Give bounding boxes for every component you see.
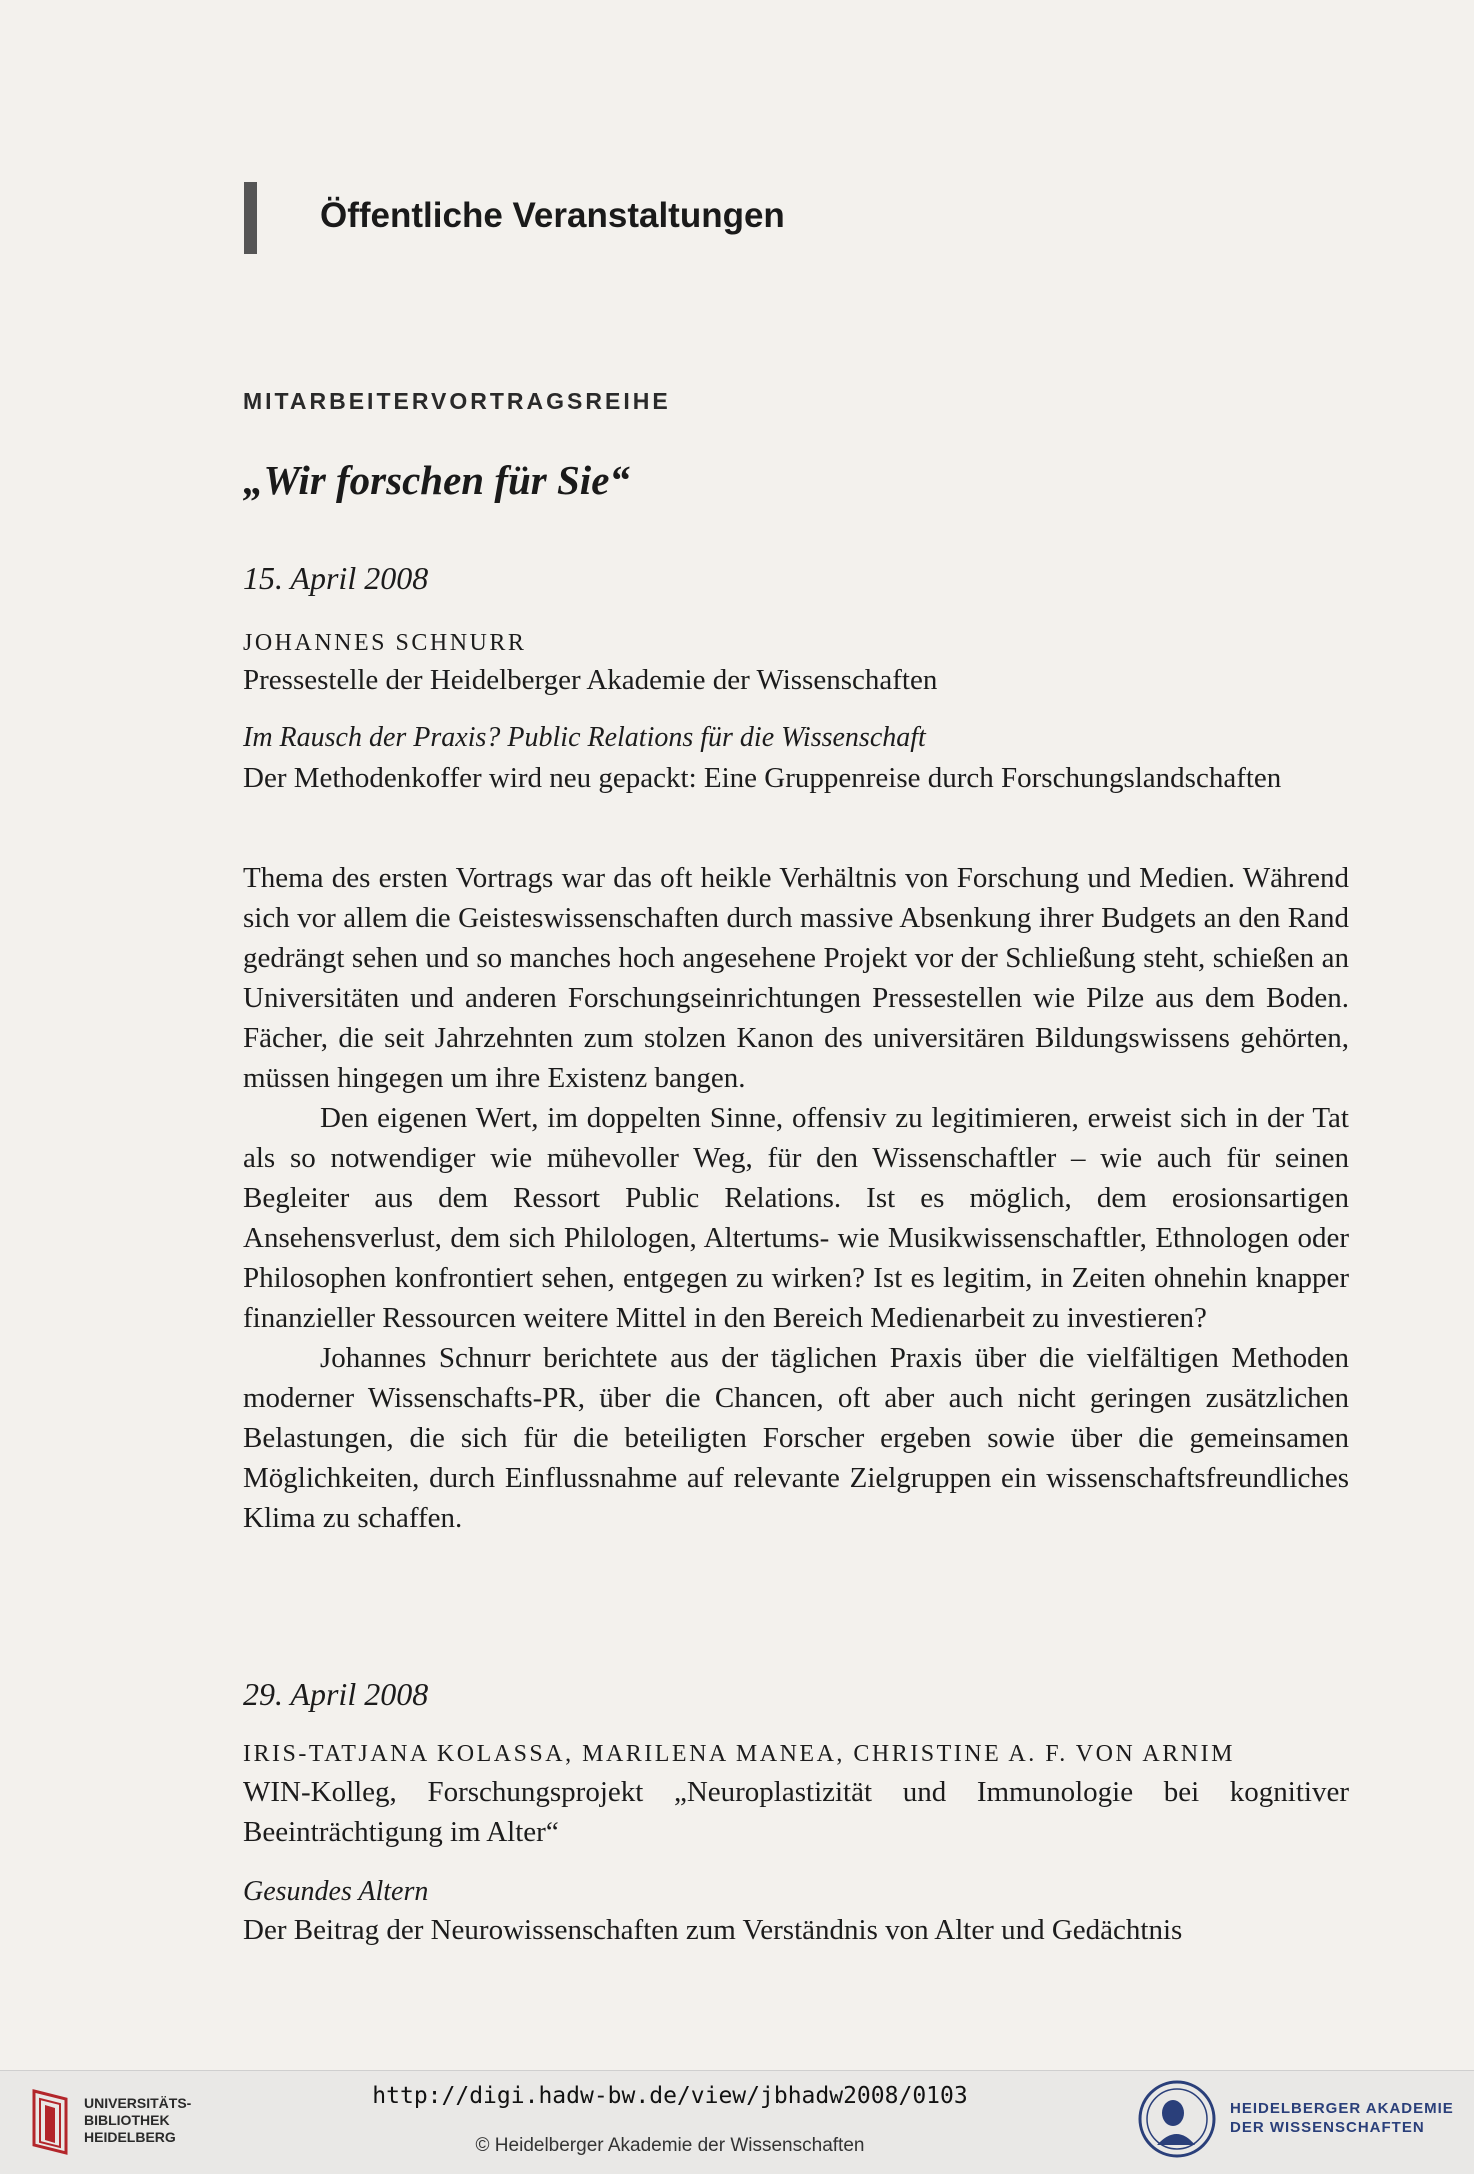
university-library-name xyxy=(84,2095,191,2146)
copyright-notice: © Heidelberger Akademie der Wissenschaften xyxy=(475,2135,865,2156)
talk-1-body xyxy=(243,858,1349,1538)
section-title: Öffentliche Veranstaltungen xyxy=(320,196,785,235)
series-title: „Wir forschen für Sie“ xyxy=(243,457,630,503)
talk-1-speaker: JOHANNES SCHNURR xyxy=(243,630,527,656)
talk-1-paragraph: Thema des ersten Vortrags war das oft heikle Verhältnis von Forschung und Medien. Während sich vor allem die Geisteswissenschaften durch massive Absenkung ihrer Budgets an den Rand gedrängt sehen und so manches hoch angesehene Projekt vor der Schließung steht, schießen an Universitäten und anderen Forschungseinrichtungen Pressestellen wie Pilze aus dem Boden. Fächer, die seit Jahrzehnten zum stolzen Kanon des universitären Bildungswissens gehörten, müssen hingegen um ihre Existenz bangen. xyxy=(243,862,1349,1094)
academy-seal-icon xyxy=(1137,2079,1217,2159)
library-name-line: UNIVERSITÄTS- xyxy=(84,2095,192,2111)
academy-name xyxy=(1230,2099,1454,2137)
series-heading: MITARBEITERVORTRAGSREIHE xyxy=(243,388,671,414)
academy-name-line: HEIDELBERGER AKADEMIE xyxy=(1230,2100,1454,2117)
talk-1-paragraph: Johannes Schnurr berichtete aus der täglichen Praxis über die vielfältigen Methoden moderner Wissenschafts-PR, über die Chancen, oft aber auch nicht geringen zusätzlichen Belastungen, die sich für die beteiligten Forscher ergeben sowie über die gemeinsamen Möglichkeiten, durch Einflussnahme auf relevante Zielgruppen ein wissenschaftsfreundliches Klima zu schaffen. xyxy=(243,1342,1349,1534)
permalink[interactable]: http://digi.hadw-bw.de/view/jbhadw2008/0103 xyxy=(372,2083,968,2109)
library-name-line: BIBLIOTHEK xyxy=(84,2112,170,2128)
talk-1-subtitle: Der Methodenkoffer wird neu gepackt: Eine Gruppenreise durch Forschungslandschaften xyxy=(243,762,1282,794)
talk-2-title: Gesundes Altern xyxy=(243,1876,429,1907)
footer-bar xyxy=(0,2070,1474,2174)
talk-2-affiliation: WIN-Kolleg, Forschungsprojekt „Neuroplastizität und Immunologie bei kognitiver Beeinträchtigung im Alter“ xyxy=(243,1776,1349,1848)
university-library-logo-icon xyxy=(26,2089,74,2155)
academy-name-line: DER WISSENSCHAFTEN xyxy=(1230,2119,1425,2136)
talk-1-title: Im Rausch der Praxis? Public Relations für die Wissenschaft xyxy=(243,722,926,753)
talk-2-date: 29. April 2008 xyxy=(243,1676,429,1712)
talk-1-paragraph: Den eigenen Wert, im doppelten Sinne, offensiv zu legitimieren, erweist sich in der Tat als so notwendiger wie mühevoller Weg, für den Wissenschaftler – wie auch für seinen Begleiter aus dem Ressort Public Relations. Ist es möglich, dem erosionsartigen Ansehensverlust, dem sich Philologen, Altertums- wie Musikwissenschaftler, Ethnologen oder Philosophen konfrontiert sehen, entgegen zu wirken? Ist es legitim, in Zeiten ohnehin knapper finanzieller Ressourcen weitere Mittel in den Bereich Medienarbeit zu investieren? xyxy=(243,1102,1349,1334)
talk-2-subtitle: Der Beitrag der Neurowissenschaften zum Verständnis von Alter und Gedächtnis xyxy=(243,1914,1183,1946)
library-name-line: HEIDELBERG xyxy=(84,2129,176,2145)
talk-1-affiliation: Pressestelle der Heidelberger Akademie der Wissenschaften xyxy=(243,664,938,696)
talk-1-date: 15. April 2008 xyxy=(243,560,429,596)
talk-2-speaker: IRIS-TATJANA KOLASSA, MARILENA MANEA, CHRISTINE A. F. VON ARNIM xyxy=(243,1741,1235,1767)
section-marker-bar xyxy=(244,182,257,254)
